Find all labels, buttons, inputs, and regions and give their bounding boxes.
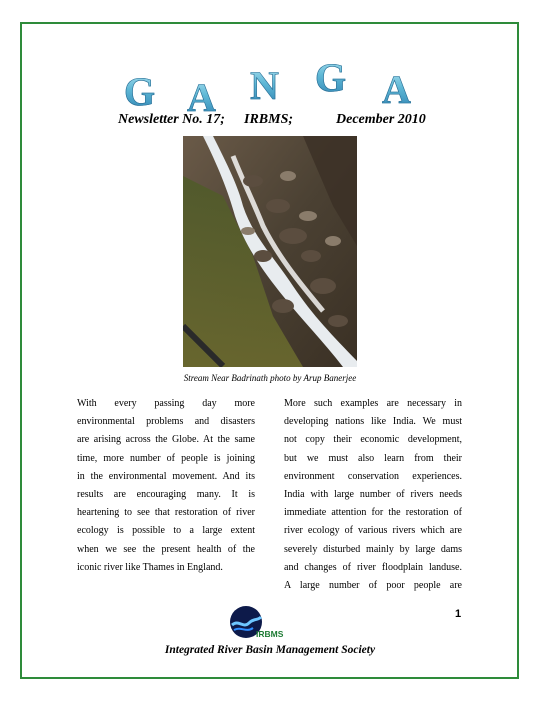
masthead-letter: G (315, 55, 347, 100)
article-line: environmental problems and disasters (77, 416, 255, 428)
article-column-left (77, 395, 255, 577)
article-line: A large number of poor people are (284, 579, 462, 591)
article-line: heartening to see that restoration of river (77, 507, 255, 519)
article-line: severely disturbed mainly by large dams (284, 543, 462, 555)
article-line: With every passing day more (77, 398, 255, 409)
article-line: and changes of river floodplain landuse. (284, 561, 462, 573)
masthead-letter: A (187, 75, 216, 120)
article-line: when we see the present health of the (77, 543, 255, 555)
article-line: river ecology of various rivers which are (284, 525, 462, 537)
masthead-letter: N (250, 63, 279, 108)
society-name: Integrated River Basin Management Society (164, 644, 376, 656)
newsletter-org: IRBMS; (244, 112, 294, 127)
article-line: but we must also learn from their (284, 452, 462, 464)
article-line: are arising across the Globe. At the same (77, 434, 255, 446)
photo-caption: Stream Near Badrinath photo by Arup Banerjee (183, 373, 357, 383)
article-line: not copy their economic development, (284, 434, 462, 446)
article-line: India with large number of rivers needs (284, 488, 462, 500)
article-line: ecology is possible to a large extent (77, 525, 255, 537)
article-line: immediate attention for the restoration of (284, 507, 462, 519)
article-line: time, more number of people is joining (77, 452, 255, 464)
newsletter-date: December 2010 (336, 112, 426, 127)
article-line: developing nations like India. We must (284, 416, 462, 428)
article-line: More such examples are necessary in (284, 398, 462, 409)
page-number: 1 (455, 608, 462, 620)
article-line: results are encouraging many. It is (77, 488, 255, 500)
irbms-logo-text: IRBMS (256, 629, 284, 639)
article-line: in the environmental movement. And its (77, 470, 255, 482)
masthead-letter: G (124, 69, 156, 114)
article-column-right (284, 395, 462, 595)
article-line: iconic river like Thames in England. (77, 561, 223, 573)
stream-photo (183, 136, 357, 367)
masthead-letter: A (382, 67, 411, 112)
article-line: environment conservation experiences. (284, 470, 462, 482)
newsletter-number: Newsletter No. 17; (118, 112, 225, 127)
